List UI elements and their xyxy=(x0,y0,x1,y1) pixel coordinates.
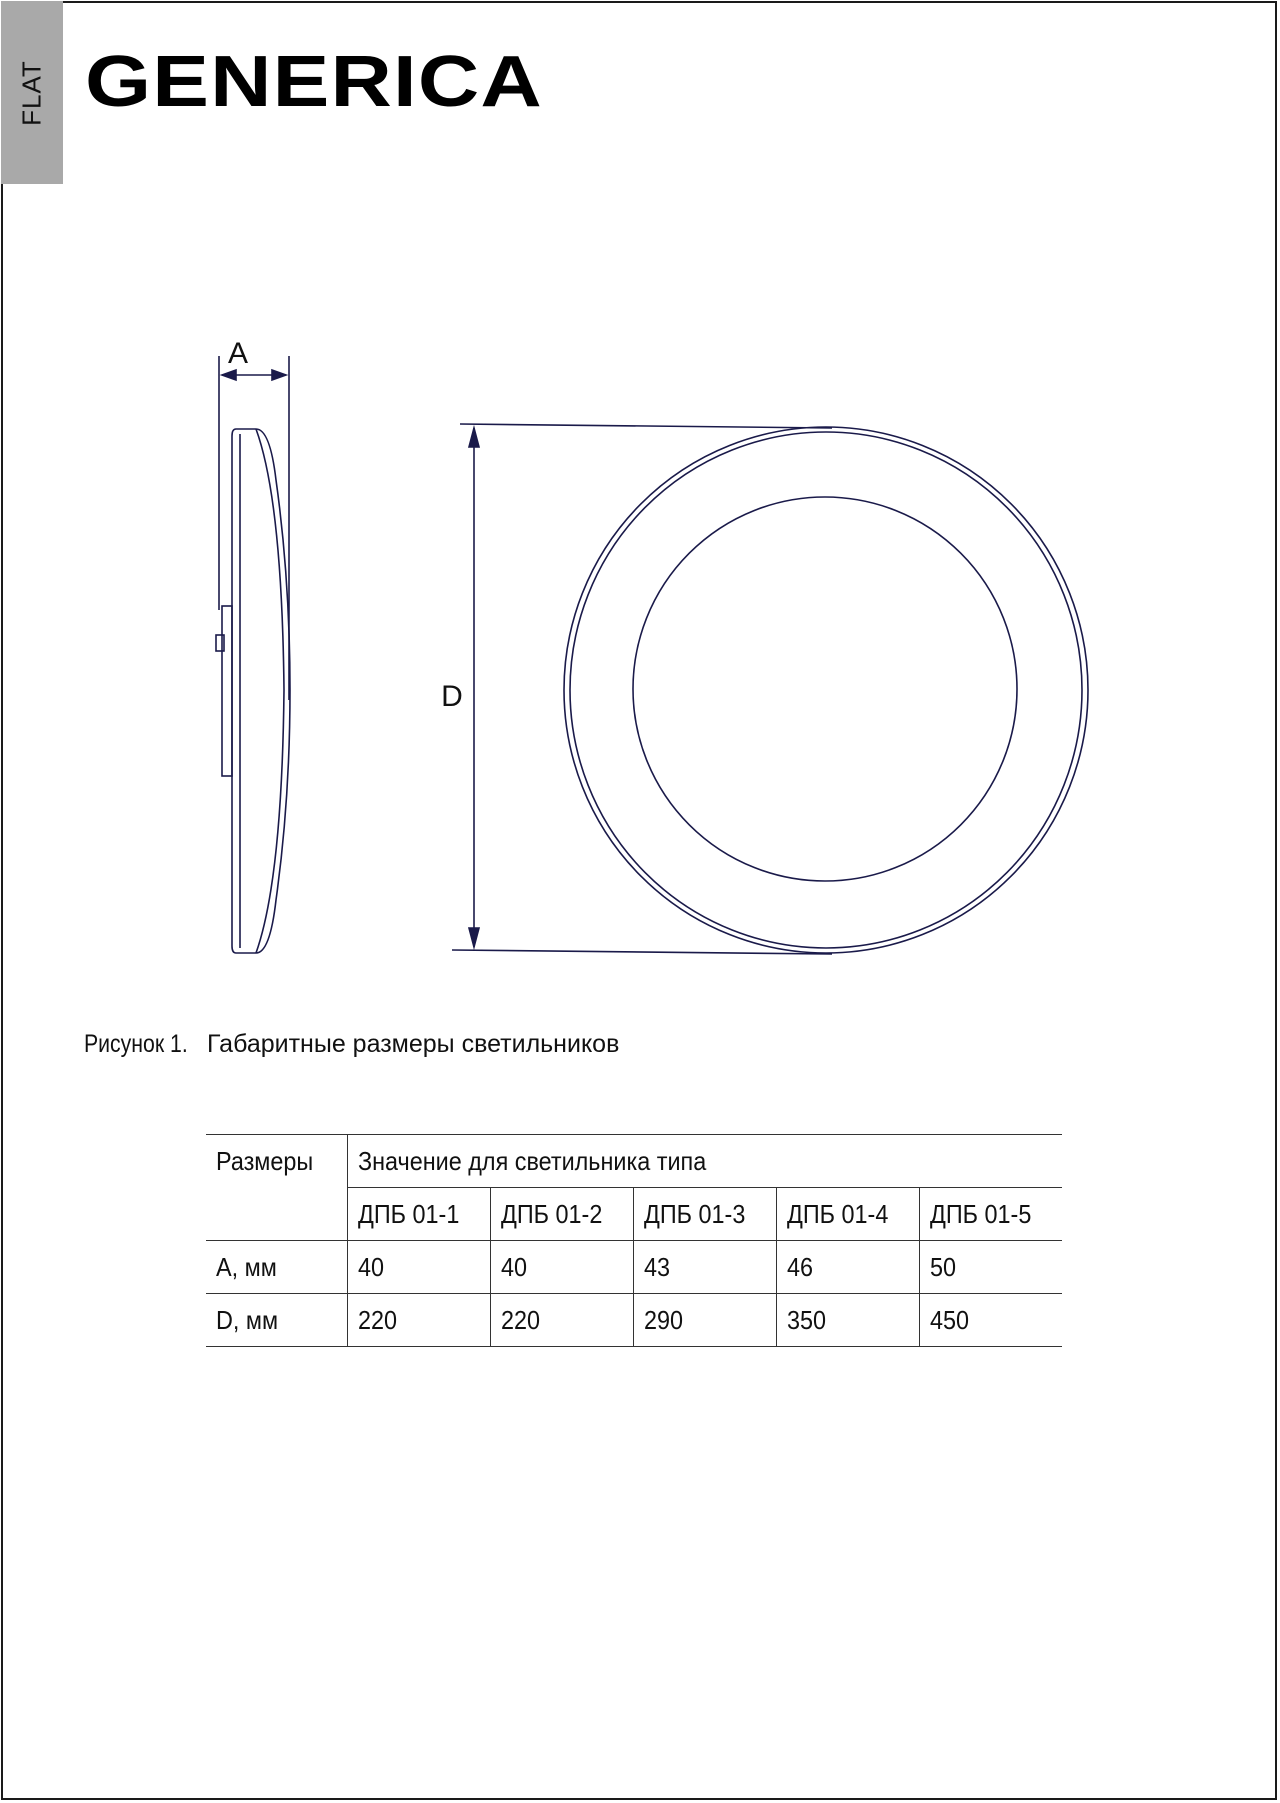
header-value-group: Значение для светильника типа xyxy=(348,1135,1063,1188)
d-extension-top xyxy=(460,424,832,428)
table-row xyxy=(206,1241,1062,1294)
d-arrow-bottom xyxy=(469,928,479,947)
dimensions-table xyxy=(206,1134,1062,1347)
value-cell: 220 xyxy=(348,1294,491,1347)
value-cell: 220 xyxy=(491,1294,634,1347)
mounting-bracket xyxy=(222,606,232,776)
value-cell: 43 xyxy=(634,1241,777,1294)
caption-prefix: Рисунок 1. xyxy=(84,1030,188,1058)
header-dimensions: Размеры xyxy=(206,1135,348,1188)
mounting-clip xyxy=(216,635,224,651)
table-header-row xyxy=(206,1135,1062,1188)
value-cell: 40 xyxy=(491,1241,634,1294)
model-cell: ДПБ 01-4 xyxy=(777,1188,920,1241)
label-d: D xyxy=(441,680,463,713)
model-cell: ДПБ 01-2 xyxy=(491,1188,634,1241)
value-cell: 350 xyxy=(777,1294,920,1347)
caption-text: Габаритные размеры светильников xyxy=(207,1030,620,1058)
a-arrow-right xyxy=(272,370,286,380)
table-models-row xyxy=(206,1188,1062,1241)
label-a: A xyxy=(227,337,249,370)
d-arrow-top xyxy=(469,428,479,447)
value-cell: 50 xyxy=(920,1241,1063,1294)
brand-logo: GENERICA xyxy=(85,42,543,122)
front-outer-ring xyxy=(564,427,1088,953)
d-extension-bottom xyxy=(452,950,832,954)
value-cell: 46 xyxy=(777,1241,920,1294)
row-label-a: A, мм xyxy=(206,1241,348,1294)
model-cell: ДПБ 01-3 xyxy=(634,1188,777,1241)
row-label-d: D, мм xyxy=(206,1294,348,1347)
value-cell: 40 xyxy=(348,1241,491,1294)
header-empty-cell xyxy=(206,1188,348,1241)
a-arrow-left xyxy=(222,370,236,380)
table-row xyxy=(206,1294,1062,1347)
model-cell: ДПБ 01-5 xyxy=(920,1188,1063,1241)
front-outer-ring-inner xyxy=(570,432,1082,948)
front-diffuser xyxy=(633,497,1017,881)
value-cell: 450 xyxy=(920,1294,1063,1347)
side-tab-label: FLAT xyxy=(16,60,47,126)
figure-caption xyxy=(84,1030,619,1059)
value-cell: 290 xyxy=(634,1294,777,1347)
model-cell: ДПБ 01-1 xyxy=(348,1188,491,1241)
